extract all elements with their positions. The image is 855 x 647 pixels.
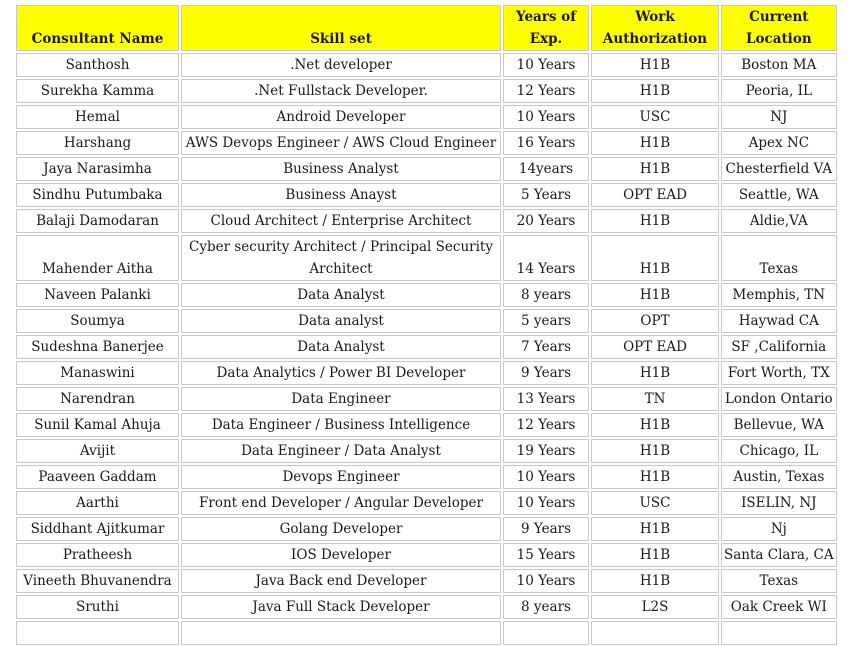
skill-set-cell: .Net Fullstack Developer. bbox=[181, 79, 501, 103]
skill-set-cell: IOS Developer bbox=[181, 543, 501, 567]
consultant-name-cell: Paaveen Gaddam bbox=[16, 465, 179, 489]
skill-set-cell: AWS Devops Engineer / AWS Cloud Engineer bbox=[181, 131, 501, 155]
consultant-name-cell: Naveen Palanki bbox=[16, 283, 179, 307]
work-authorization-cell: OPT EAD bbox=[591, 335, 719, 359]
work-authorization-cell: H1B bbox=[591, 465, 719, 489]
skill-set-cell: Business Analyst bbox=[181, 157, 501, 181]
header-row bbox=[16, 5, 837, 51]
table-row bbox=[16, 79, 837, 103]
consultant-name-cell: Vineeth Bhuvanendra bbox=[16, 569, 179, 593]
current-location-cell: London Ontario bbox=[721, 387, 837, 411]
table-row bbox=[16, 335, 837, 359]
work-authorization-cell: L2S bbox=[591, 595, 719, 619]
skill-set-cell: .Net developer bbox=[181, 53, 501, 77]
skill-set-cell: Data Engineer / Business Intelligence bbox=[181, 413, 501, 437]
table-row bbox=[16, 413, 837, 437]
empty-cell bbox=[591, 621, 719, 645]
consultant-name-cell: Narendran bbox=[16, 387, 179, 411]
header-years-of-exp: Years of Exp. bbox=[503, 5, 589, 51]
skill-set-cell: Devops Engineer bbox=[181, 465, 501, 489]
current-location-cell: Nj bbox=[721, 517, 837, 541]
work-authorization-cell: TN bbox=[591, 387, 719, 411]
consultant-name-cell: Harshang bbox=[16, 131, 179, 155]
work-authorization-cell: H1B bbox=[591, 439, 719, 463]
years-exp-cell: 10 Years bbox=[503, 105, 589, 129]
consultant-name-cell: Avijit bbox=[16, 439, 179, 463]
work-authorization-cell: H1B bbox=[591, 157, 719, 181]
current-location-cell: Boston MA bbox=[721, 53, 837, 77]
table-row bbox=[16, 465, 837, 489]
table-row bbox=[16, 517, 837, 541]
skill-set-cell: Cloud Architect / Enterprise Architect bbox=[181, 209, 501, 233]
skill-set-cell: Data Analyst bbox=[181, 335, 501, 359]
work-authorization-cell: USC bbox=[591, 105, 719, 129]
years-exp-cell: 10 Years bbox=[503, 491, 589, 515]
work-authorization-cell: H1B bbox=[591, 209, 719, 233]
years-exp-cell: 12 Years bbox=[503, 79, 589, 103]
work-authorization-cell: H1B bbox=[591, 79, 719, 103]
years-exp-cell: 12 Years bbox=[503, 413, 589, 437]
header-work-authorization: Work Authorization bbox=[591, 5, 719, 51]
table-row bbox=[16, 283, 837, 307]
table-row bbox=[16, 235, 837, 281]
consultant-name-cell: Jaya Narasimha bbox=[16, 157, 179, 181]
years-exp-cell: 5 years bbox=[503, 309, 589, 333]
current-location-cell: Texas bbox=[721, 235, 837, 281]
work-authorization-cell: H1B bbox=[591, 413, 719, 437]
table-row-partial bbox=[16, 621, 837, 645]
empty-cell bbox=[181, 621, 501, 645]
header-current-location: Current Location bbox=[721, 5, 837, 51]
years-exp-cell: 15 Years bbox=[503, 543, 589, 567]
current-location-cell: Aldie,VA bbox=[721, 209, 837, 233]
years-exp-cell: 9 Years bbox=[503, 361, 589, 385]
skill-set-cell: Front end Developer / Angular Developer bbox=[181, 491, 501, 515]
table-row bbox=[16, 491, 837, 515]
skill-set-cell: Java Back end Developer bbox=[181, 569, 501, 593]
table-row bbox=[16, 183, 837, 207]
current-location-cell: Chicago, IL bbox=[721, 439, 837, 463]
current-location-cell: Apex NC bbox=[721, 131, 837, 155]
consultant-name-cell: Manaswini bbox=[16, 361, 179, 385]
years-exp-cell: 20 Years bbox=[503, 209, 589, 233]
years-exp-cell: 10 Years bbox=[503, 465, 589, 489]
table-row bbox=[16, 569, 837, 593]
current-location-cell: Memphis, TN bbox=[721, 283, 837, 307]
consultant-name-cell: Hemal bbox=[16, 105, 179, 129]
current-location-cell: Peoria, IL bbox=[721, 79, 837, 103]
work-authorization-cell: H1B bbox=[591, 235, 719, 281]
current-location-cell: Fort Worth, TX bbox=[721, 361, 837, 385]
years-exp-cell: 8 years bbox=[503, 283, 589, 307]
table-row bbox=[16, 53, 837, 77]
work-authorization-cell: H1B bbox=[591, 131, 719, 155]
work-authorization-cell: H1B bbox=[591, 543, 719, 567]
consultant-name-cell: Sunil Kamal Ahuja bbox=[16, 413, 179, 437]
header-skill-set: Skill set bbox=[181, 5, 501, 51]
current-location-cell: Haywad CA bbox=[721, 309, 837, 333]
current-location-cell: Seattle, WA bbox=[721, 183, 837, 207]
skill-set-cell: Cyber security Architect / Principal Security Architect bbox=[181, 235, 501, 281]
table-row bbox=[16, 309, 837, 333]
skill-set-cell: Data Engineer bbox=[181, 387, 501, 411]
current-location-cell: Texas bbox=[721, 569, 837, 593]
skill-set-cell: Data Engineer / Data Analyst bbox=[181, 439, 501, 463]
years-exp-cell: 13 Years bbox=[503, 387, 589, 411]
current-location-cell: Oak Creek WI bbox=[721, 595, 837, 619]
table-body bbox=[16, 53, 837, 645]
empty-cell bbox=[16, 621, 179, 645]
consultant-name-cell: Mahender Aitha bbox=[16, 235, 179, 281]
work-authorization-cell: H1B bbox=[591, 361, 719, 385]
skill-set-cell: Data Analytics / Power BI Developer bbox=[181, 361, 501, 385]
years-exp-cell: 19 Years bbox=[503, 439, 589, 463]
consultant-table bbox=[14, 3, 839, 647]
work-authorization-cell: USC bbox=[591, 491, 719, 515]
consultant-name-cell: Soumya bbox=[16, 309, 179, 333]
skill-set-cell: Business Anayst bbox=[181, 183, 501, 207]
consultant-name-cell: Aarthi bbox=[16, 491, 179, 515]
work-authorization-cell: H1B bbox=[591, 283, 719, 307]
current-location-cell: ISELIN, NJ bbox=[721, 491, 837, 515]
empty-cell bbox=[503, 621, 589, 645]
table-row bbox=[16, 439, 837, 463]
consultant-name-cell: Balaji Damodaran bbox=[16, 209, 179, 233]
current-location-cell: Chesterfield VA bbox=[721, 157, 837, 181]
current-location-cell: Austin, Texas bbox=[721, 465, 837, 489]
table-row bbox=[16, 361, 837, 385]
skill-set-cell: Android Developer bbox=[181, 105, 501, 129]
current-location-cell: Santa Clara, CA bbox=[721, 543, 837, 567]
consultant-name-cell: Surekha Kamma bbox=[16, 79, 179, 103]
years-exp-cell: 10 Years bbox=[503, 569, 589, 593]
table-row bbox=[16, 131, 837, 155]
years-exp-cell: 8 years bbox=[503, 595, 589, 619]
skill-set-cell: Java Full Stack Developer bbox=[181, 595, 501, 619]
table-row bbox=[16, 543, 837, 567]
skill-set-cell: Data Analyst bbox=[181, 283, 501, 307]
consultant-name-cell: Santhosh bbox=[16, 53, 179, 77]
table-row bbox=[16, 157, 837, 181]
current-location-cell: SF ,California bbox=[721, 335, 837, 359]
years-exp-cell: 5 Years bbox=[503, 183, 589, 207]
skill-set-cell: Golang Developer bbox=[181, 517, 501, 541]
years-exp-cell: 16 Years bbox=[503, 131, 589, 155]
current-location-cell: Bellevue, WA bbox=[721, 413, 837, 437]
skill-set-cell: Data analyst bbox=[181, 309, 501, 333]
table-row bbox=[16, 387, 837, 411]
years-exp-cell: 9 Years bbox=[503, 517, 589, 541]
work-authorization-cell: OPT bbox=[591, 309, 719, 333]
consultant-name-cell: Sindhu Putumbaka bbox=[16, 183, 179, 207]
years-exp-cell: 14 Years bbox=[503, 235, 589, 281]
work-authorization-cell: H1B bbox=[591, 569, 719, 593]
work-authorization-cell: H1B bbox=[591, 53, 719, 77]
years-exp-cell: 7 Years bbox=[503, 335, 589, 359]
years-exp-cell: 10 Years bbox=[503, 53, 589, 77]
header-consultant-name: Consultant Name bbox=[16, 5, 179, 51]
current-location-cell: NJ bbox=[721, 105, 837, 129]
table-row bbox=[16, 595, 837, 619]
consultant-name-cell: Sudeshna Banerjee bbox=[16, 335, 179, 359]
consultant-name-cell: Siddhant Ajitkumar bbox=[16, 517, 179, 541]
work-authorization-cell: H1B bbox=[591, 517, 719, 541]
table-row bbox=[16, 209, 837, 233]
years-exp-cell: 14years bbox=[503, 157, 589, 181]
work-authorization-cell: OPT EAD bbox=[591, 183, 719, 207]
empty-cell bbox=[721, 621, 837, 645]
consultant-name-cell: Pratheesh bbox=[16, 543, 179, 567]
table-row bbox=[16, 105, 837, 129]
consultant-name-cell: Sruthi bbox=[16, 595, 179, 619]
